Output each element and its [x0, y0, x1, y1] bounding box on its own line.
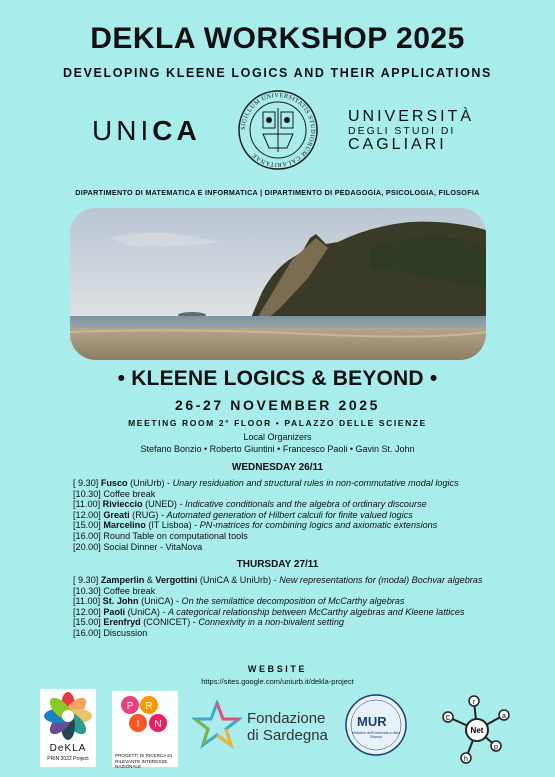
schedule-item [73, 499, 533, 510]
dekla-logo-sub: PRIN 2022 Project [47, 756, 89, 762]
event-dates: 26-27 NOVEMBER 2025 [174, 397, 381, 413]
seal-text: SIGILLUM UNIVERSITATIS STUDIORUM CALARITANAE [239, 91, 317, 169]
dekla-logo-name: DeKLA [49, 743, 87, 754]
item-speaker: Greati [103, 509, 130, 520]
item-speaker: Marcelino [103, 520, 146, 531]
dekla-flower-icon [40, 689, 96, 743]
poster-subtitle: DEVELOPING KLEENE LOGICS AND THEIR APPLICATIONS [63, 66, 492, 80]
website-label: WEBSITE [247, 664, 308, 674]
schedule-item [73, 520, 533, 531]
prin-letter-i: I [136, 719, 140, 730]
schedule-thursday [73, 575, 533, 639]
schedule-item [73, 510, 533, 521]
prin-letter-n: N [154, 719, 162, 730]
item-time: [16.00] [73, 530, 101, 541]
university-name-line2: DEGLI STUDI DI [348, 125, 456, 137]
schedule-item [73, 617, 533, 628]
item-time: [15.00] [73, 520, 101, 531]
item-activity: Round Table on computational tools [103, 530, 248, 541]
unica-logo-suffix: CA [152, 115, 201, 146]
university-name [348, 110, 474, 152]
day-heading-thursday: THURSDAY 27/11 [236, 559, 319, 570]
item-speaker: St. John [102, 596, 139, 607]
item-speaker: Zamperlin [100, 575, 145, 585]
schedule-item [73, 575, 533, 586]
prin-letter-p: P [126, 701, 134, 712]
item-time: [11.00] [73, 596, 101, 607]
schedule-item [73, 607, 533, 618]
item-affiliation: (UniCA) - [125, 606, 169, 617]
item-speaker: Paoli [103, 606, 126, 617]
mur-sub: Ministero dell'Università e della Ricerca [351, 731, 401, 739]
item-talk-title: Connexivity in a non-bivalent setting [198, 617, 344, 628]
schedule-item [73, 531, 533, 542]
event-name: • KLEENE LOGICS & BEYOND • [117, 367, 438, 390]
unica-logo-prefix: UNI [92, 115, 153, 146]
crapnet-node-r: r [472, 699, 476, 706]
item-activity: Coffee break [103, 488, 156, 499]
mur-label: MUR [357, 714, 387, 729]
departments-line: DIPARTIMENTO DI MATEMATICA E INFORMATICA | DIPARTIMENTO DI PEDAGOGIA, PSICOLOGIA, FILOSOFIA [75, 188, 480, 197]
item-talk-title: A categorical relationship between McCarthy algebras and Kleene lattices [168, 606, 465, 617]
item-affiliation: (UniCA) - [138, 596, 182, 607]
fondazione-name: Fondazione di Sardegna [247, 710, 328, 744]
crapnet-node-c: C [445, 715, 451, 722]
prin-letter-r: R [145, 701, 153, 712]
item-speaker: Fusco [100, 478, 128, 488]
crapnet-logo [432, 690, 522, 770]
crapnet-center-label: Net [470, 726, 484, 735]
university-name-line3: CAGLIARI [348, 136, 447, 153]
university-seal-icon [233, 90, 323, 170]
poster-title: DEKLA WORKSHOP 2025 [90, 22, 465, 55]
website-url[interactable]: https://sites.google.com/uniurb.it/dekla-project [201, 677, 354, 686]
item-speaker: Erenfryd [103, 617, 141, 628]
item-speaker-joiner: & [144, 575, 156, 585]
unica-logo [92, 115, 201, 147]
mur-logo [343, 690, 409, 760]
schedule-item [73, 596, 533, 607]
item-affiliation: (UniUrb) - [127, 478, 173, 488]
schedule-wednesday [73, 478, 533, 552]
crapnet-node-a: a [502, 713, 506, 720]
item-talk-title: Unary residuation and structural rules in non-commutative modal logics [172, 478, 459, 488]
schedule-item [73, 542, 533, 553]
item-talk-title: Indicative conditionals and the algebra of ordinary discourse [185, 499, 427, 510]
item-affiliation: (RUG) - [129, 509, 167, 520]
schedule-item [73, 478, 533, 489]
item-time: [12.00] [73, 606, 101, 617]
item-time: [11.00] [73, 499, 101, 510]
item-activity: Social Dinner - VitaNova [103, 541, 203, 552]
organizers-list: Stefano Bonzio • Roberto Giuntini • Francesco Paoli • Gavin St. John [140, 444, 415, 454]
item-time: [12.00] [73, 509, 101, 520]
item-talk-title: Automated generation of Hilbert calculi for finite valued logics [166, 509, 413, 520]
item-speaker: Rivieccio [102, 499, 143, 510]
item-talk-title: New representations for (modal) Bochvar algebras [279, 575, 483, 585]
prin-caption: PROGETTI DI RICERCA DI RILEVANTE INTERESSE NAZIONALE [115, 753, 172, 769]
item-time: [10.30] [73, 488, 101, 499]
item-time: [20.00] [73, 541, 101, 552]
schedule-item [73, 628, 533, 639]
item-time: [15.00] [73, 617, 101, 628]
item-affiliation: (CONICET) - [140, 617, 199, 628]
crapnet-node-h: h [464, 756, 468, 763]
prin-logo [112, 691, 178, 767]
organizers-label: Local Organizers [243, 432, 312, 442]
fondazione-star-icon [192, 700, 242, 750]
item-time: [ 9.30] [73, 575, 99, 585]
item-talk-title: On the semilattice decomposition of McCarthy algebras [181, 596, 405, 607]
crapnet-node-p: p [494, 744, 498, 751]
schedule-item [73, 586, 533, 597]
item-time: [10.30] [73, 585, 101, 596]
item-affiliation: (UniCA & UniUrb) - [197, 575, 280, 585]
day-heading-wednesday: WEDNESDAY 26/11 [231, 462, 324, 473]
item-activity: Discussion [103, 627, 148, 638]
item-affiliation: (IT Lisboa) - [145, 520, 200, 531]
fondazione-sardegna-logo [192, 700, 337, 750]
coastline-photo [70, 208, 486, 360]
item-speaker-2: Vergottini [155, 575, 198, 585]
item-time: [ 9.30] [73, 478, 99, 488]
item-affiliation: (UNED) - [142, 499, 186, 510]
event-venue: MEETING ROOM 2° FLOOR • PALAZZO DELLE SCIENZE [128, 418, 427, 428]
item-talk-title: PN-matrices for combining logics and axiomatic extensions [199, 520, 438, 531]
schedule-item [73, 489, 533, 500]
university-name-line1: UNIVERSITÀ [348, 108, 475, 125]
item-activity: Coffee break [103, 585, 156, 596]
dekla-logo [40, 689, 96, 767]
item-time: [16.00] [73, 627, 101, 638]
